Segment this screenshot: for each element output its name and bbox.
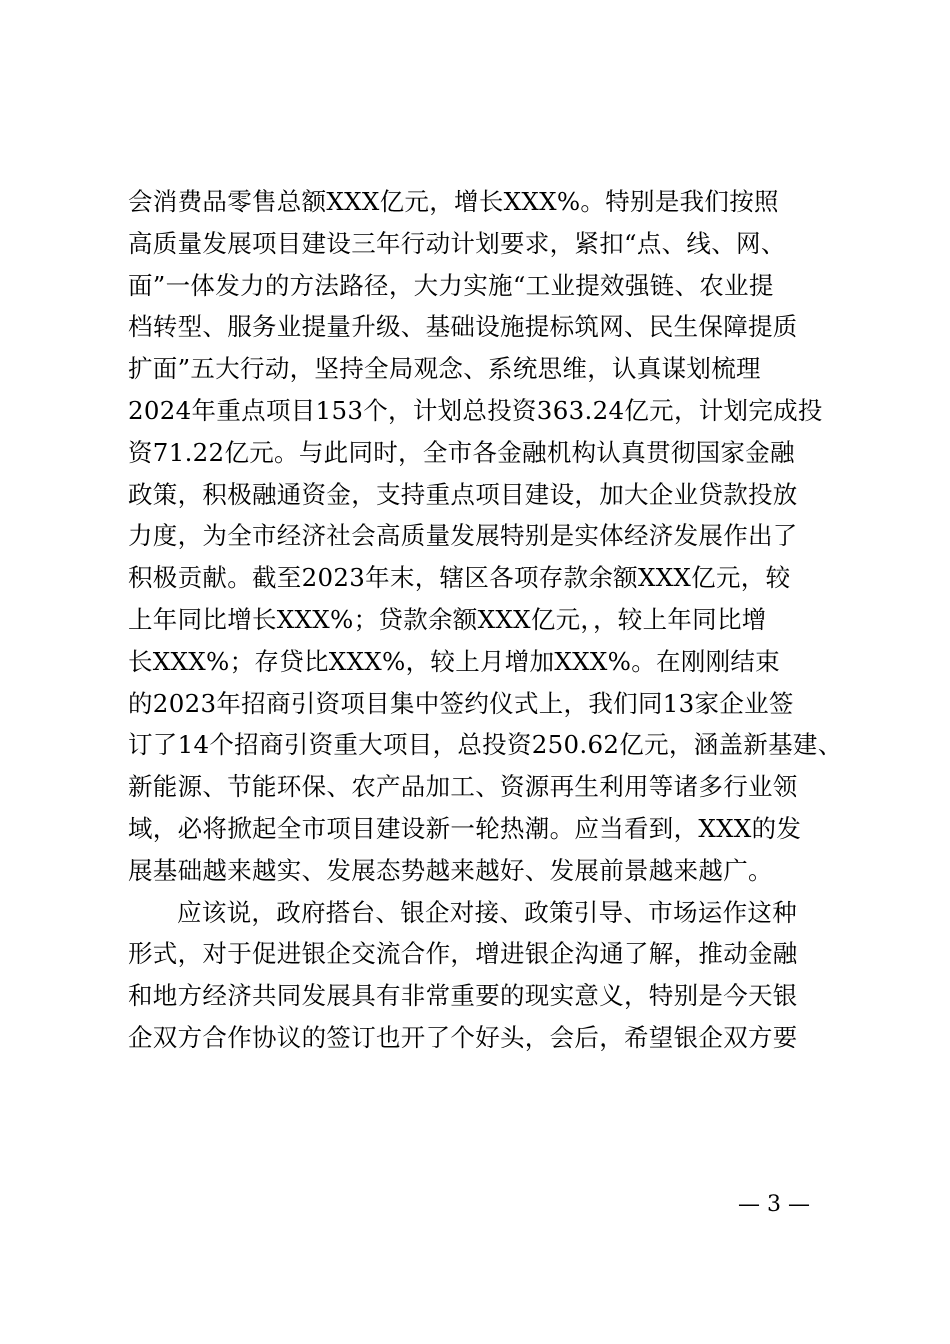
text-line: 域，必将掀起全市项目建设新一轮热潮。应当看到，XXX的发 [128, 813, 802, 843]
text-line: 政策，积极融通资金，支持重点项目建设，加大企业贷款投放 [128, 479, 798, 509]
text-line: 的2023年招商引资项目集中签约仪式上，我们同13家企业签 [128, 688, 794, 718]
text-line: 资71.22亿元。与此同时，全市各金融机构认真贯彻国家金融 [128, 437, 795, 467]
text-line: 积极贡献。截至2023年末，辖区各项存款余额XXX亿元，较 [128, 563, 791, 593]
text-line: 扩面”五大行动，坚持全局观念、系统思维，认真谋划梳理 [128, 354, 761, 384]
text-line: 面”一体发力的方法路径，大力实施“工业提效强链、农业提 [128, 270, 774, 300]
text-line: 新能源、节能环保、农产品加工、资源再生利用等诸多行业领 [128, 772, 798, 802]
text-line: 会消费品零售总额XXX亿元，增长XXX%。特别是我们按照 [128, 187, 779, 216]
text-line: 高质量发展项目建设三年行动计划要求，紧扣“点、线、网、 [128, 228, 786, 258]
text-line: 上年同比增长XXX%；贷款余额XXX亿元，，较上年同比增 [128, 604, 767, 634]
body-text [128, 181, 843, 1059]
text-line: 力度，为全市经济社会高质量发展特别是实体经济发展作出了 [128, 521, 798, 551]
text-line: 2024年重点项目153个，计划总投资363.24亿元，计划完成投 [128, 395, 823, 425]
text-line: 档转型、服务业提量升级、基础设施提标筑网、民生保障提质 [128, 312, 798, 342]
text-line: 展基础越来越实、发展态势越来越好、发展前景越来越广。 [128, 855, 773, 885]
text-line: 订了14个招商引资重大项目，总投资250.62亿元，涵盖新基建、 [128, 730, 843, 760]
text-line: 形式，对于促进银企交流合作，增进银企沟通了解，推动金融 [128, 939, 798, 969]
paragraph-start-line: 应该说，政府搭台、银企对接、政策引导、市场运作这种 [177, 897, 797, 927]
text-line: 长XXX%；存贷比XXX%，较上月增加XXX%。在刚刚结束 [128, 646, 781, 676]
text-line: 和地方经济共同发展具有非常重要的现实意义，特别是今天银 [128, 981, 798, 1011]
page-number: — 3 — [738, 1192, 810, 1217]
text-line: 企双方合作协议的签订也开了个好头，会后，希望银企双方要 [128, 1022, 798, 1052]
